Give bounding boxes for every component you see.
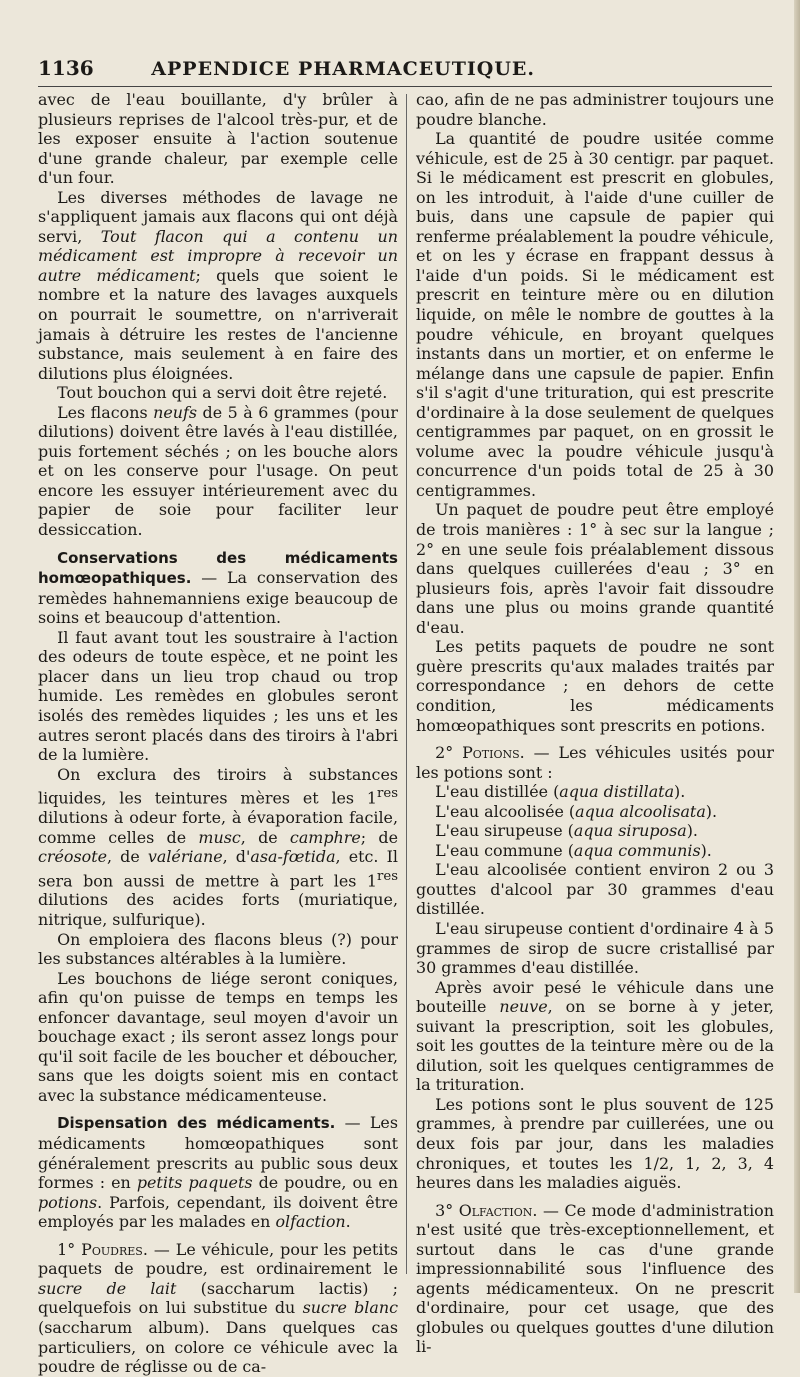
paragraph: L'eau alcoolisée contient environ 2 ou 3 gouttes d'alcool par 30 grammes d'eau distillée. (416, 860, 774, 919)
paragraph: Les bouchons de liége seront coniques, afin qu'on puisse de temps en temps les enfoncer davantage, seul moyen d'avoir un bouchage exact ; ils seront assez longs pour qu'il soit facile de les boucher et déboucher, sans que les doigts soient mis en contact avec la substance médicamenteuse. (38, 968, 398, 1105)
section-heading: Dispensation des médicaments. (57, 1114, 336, 1133)
header-rule (38, 86, 772, 87)
paragraph: Il faut avant tout les soustraire à l'action des odeurs de toute espèce, et ne point les placer dans un lieu trop chaud ou trop humide. Les remèdes en globules seront isolés des remèdes liquides ; les uns et les autres seront placés dans des tiroirs à l'abri de la lumière. (38, 627, 398, 765)
list-item: L'eau sirupeuse (aqua siruposa). (435, 821, 698, 841)
page-header (38, 56, 770, 84)
paragraph: Tout bouchon qui a servi doit être rejeté. (57, 383, 388, 403)
running-title: APPENDICE PHARMACEUTIQUE. (151, 58, 535, 80)
page-edge-shadow (794, 0, 800, 1293)
paragraph: La quantité de poudre usitée comme véhicule, est de 25 à 30 centigr. par paquet. Si le médicament est prescrit en globules, on les introduit, à l'aide d'une cuiller de buis, dans une capsule de papier qui renferme préalablement la poudre véhicule, et on les y écrase en frappant dessus à l'aide d'un poids. Si le médicament est prescrit en teinture mère ou en dilution liquide, on mêle le nombre de gouttes à la poudre véhicule, en broyant quelques instants dans un mortier, et on enferme le mélange dans une capsule de papier. Enfin s'il s'agit d'une trituration, qui est prescrite d'ordinaire à la dose seulement de quelques centigrammes par paquet, on en grossit le volume avec la poudre véhicule jusqu'à concurrence d'un poids total de 25 à 30 centigrammes. (416, 129, 774, 500)
paragraph: cao, afin de ne pas administrer toujours une poudre blanche. (416, 90, 774, 129)
paragraph: L'eau sirupeuse contient d'ordinaire 4 à 5 grammes de sirop de sucre cristallisé par 30 grammes d'eau distillée. (416, 918, 774, 978)
left-column (38, 90, 398, 1377)
paragraph: Les potions sont le plus souvent de 125 grammes, à prendre par cuillerées, une ou deux fois par jour, dans les maladies chroniques, et toutes les 1/2, 1, 2, 3, 4 heures dans les maladies aiguës. (416, 1094, 774, 1193)
list-item: L'eau alcoolisée (aqua alcoolisata). (435, 801, 718, 821)
column-divider (406, 94, 407, 1274)
paragraph: On exclura des tiroirs à substances liquides, les teintures mères et les 1res dilutions à odeur forte, à évaporation facile, comme celles de musc, de camphre; de créosote, de valériane, d'asa-fœtida, etc. Il sera bon aussi de mettre à part les 1res dilutions des acides forts (muriatique, nitrique, sulfurique). (38, 764, 398, 930)
section-paragraph: Dispensation des médicaments. — Les médicaments homœopathiques sont généralement prescrits au public sous deux formes : en petits paquets de poudre, ou en potions. Parfois, cependant, ils doivent être employés par les malades en olfaction. (38, 1113, 398, 1232)
paragraph: On emploiera des flacons bleus (?) pour les substances altérables à la lumière. (38, 929, 398, 969)
paragraph: 2° Potions. — Les véhicules usités pour les potions sont : (416, 743, 774, 782)
paragraph: Les diverses méthodes de lavage ne s'appliquent jamais aux flacons qui ont déjà servi, Tout flacon qui a contenu un médicament est impropre à recevoir un autre médicament; quels que soient le nombre et la nature des lavages auxquels on pourrait le soumettre, on n'arriverait jamais à détruire les restes de l'ancienne substance, mais seulement à en faire des dilutions plus éloignées. (38, 187, 398, 383)
section-paragraph: Conservations des médicaments homœopathiques. — La conservation des remèdes hahnemanniens exige beaucoup de soins et beaucoup d'attention. (38, 548, 398, 628)
right-column (416, 90, 774, 1357)
paragraph: Un paquet de poudre peut être employé de trois manières : 1° à sec sur la langue ; 2° en une seule fois préalablement dissous dans quelques cuillerées d'eau ; 3° en plusieurs fois, après l'avoir fait dissoudre dans une plus ou moins grande quantité d'eau. (416, 500, 774, 637)
page-number: 1136 (38, 56, 94, 80)
paragraph: avec de l'eau bouillante, d'y brûler à plusieurs reprises de l'alcool très-pur, et de les exposer ensuite à l'action soutenue d'une grande chaleur, par exemple celle d'un four. (38, 90, 398, 188)
list-item: L'eau commune (aqua communis). (435, 840, 712, 860)
paragraph: 1° Poudres. — Le véhicule, pour les petits paquets de poudre, est ordinairement le sucre de lait (saccharum lactis) ; quelquefois on lui substitue du sucre blanc (saccharum album). Dans quelques cas particuliers, on colore ce véhicule avec la poudre de réglisse ou de ca- (38, 1239, 398, 1377)
paragraph: Les flacons neufs de 5 à 6 grammes (pour dilutions) doivent être lavés à l'eau distillée, puis fortement séchés ; on les bouche alors et on les conserve pour l'usage. On peut encore les essuyer intérieurement avec du papier de soie pour faciliter leur dessiccation. (38, 402, 398, 540)
section-heading: Conservations des médicaments homœopathiques. (38, 548, 398, 588)
paragraph: Les petits paquets de poudre ne sont guère prescrits qu'aux malades traités par correspondance ; en dehors de cette condition, les médicaments homœopathiques sont prescrits en potions. (416, 637, 774, 735)
list-item: L'eau distillée (aqua distillata). (435, 782, 686, 802)
paragraph: 3° Olfaction. — Ce mode d'administration n'est usité que très-exceptionnellement, et surtout dans le cas d'une grande impressionnabilité sous l'influence des agents médicamenteux. On ne prescrit d'ordinaire, pour cet usage, que des globules ou quelques gouttes d'une dilution li- (416, 1200, 774, 1357)
paragraph: Après avoir pesé le véhicule dans une bouteille neuve, on se borne à y jeter, suivant la prescription, soit les globules, soit les gouttes de la teinture mère ou de la dilution, soit les quelques centigrammes de la trituration. (416, 977, 774, 1095)
